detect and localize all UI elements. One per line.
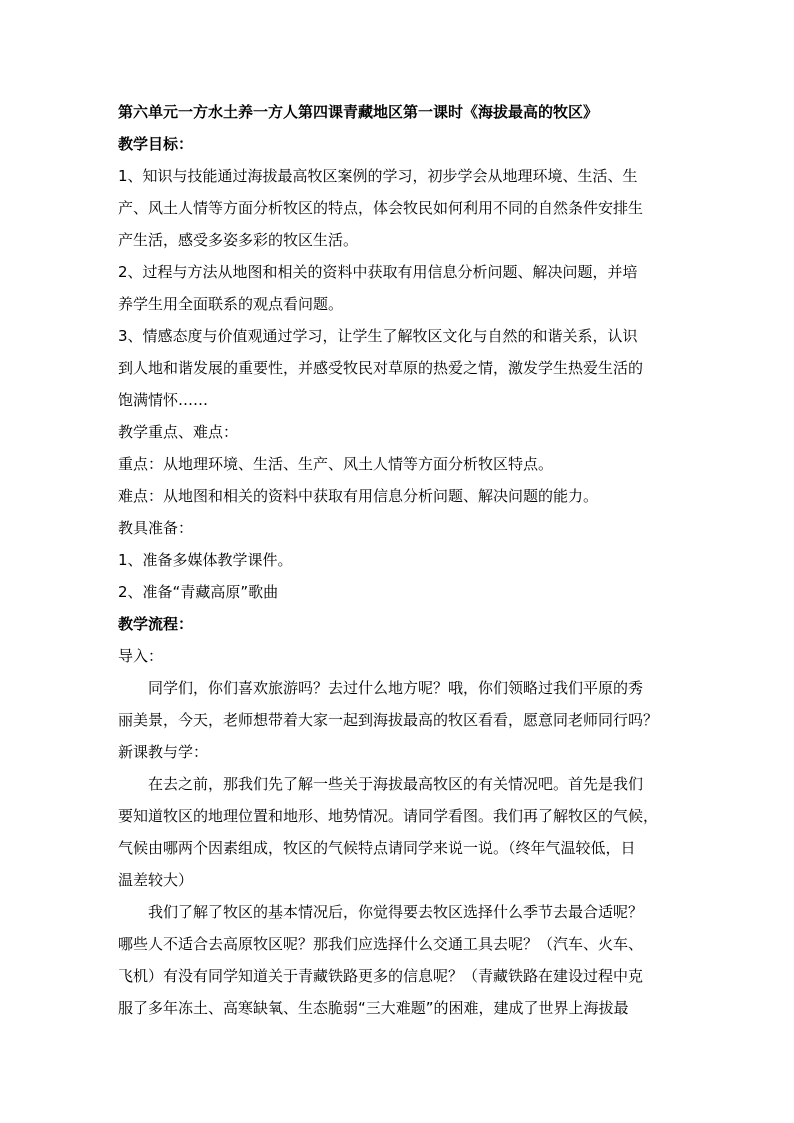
lesson-paragraph-2-line: 服了多年冻土、高寒缺氧、生态脆弱“三大难题”的困难，建成了世界上海拔最 bbox=[118, 999, 629, 1017]
document-title: 第六单元一方水土养一方人第四课青藏地区第一课时《海拔最高的牧区》 bbox=[118, 103, 599, 121]
lesson-paragraph-1-line: 气候由哪两个因素组成，牧区的气候特点请同学来说一说。（终年气温较低，日 bbox=[118, 839, 636, 857]
new-lesson-heading: 新课教与学： bbox=[118, 743, 209, 761]
objective-3-line: 3、情感态度与价值观通过学习，让学生了解牧区文化与自然的和谐关系，认识 bbox=[118, 327, 638, 345]
lesson-paragraph-2-line: 我们了解了牧区的基本情况后，你觉得要去牧区选择什么季节去最合适呢？ bbox=[148, 903, 644, 921]
objective-1-line: 产、风土人情等方面分析牧区的特点，体会牧民如何利用不同的自然条件安排生 bbox=[118, 199, 644, 217]
objective-1-line: 产生活，感受多姿多彩的牧区生活。 bbox=[118, 231, 359, 249]
materials-heading: 教具准备： bbox=[118, 519, 194, 537]
process-heading: 教学流程： bbox=[118, 615, 194, 633]
document-page bbox=[118, 96, 676, 1024]
lesson-paragraph-2-line: 飞机）有没有同学知道关于青藏铁路更多的信息呢？（青藏铁路在建设过程中克 bbox=[118, 967, 644, 985]
lesson-paragraph-2-line: 哪些人不适合去高原牧区呢？那我们应选择什么交通工具去呢？（汽车、火车、 bbox=[118, 935, 644, 953]
lesson-paragraph-1-line: 在去之前，那我们先了解一些关于海拔最高牧区的有关情况吧。首先是我们 bbox=[148, 775, 644, 793]
material-item: 2、准备“青藏高原”歌曲 bbox=[118, 583, 279, 601]
intro-paragraph-line: 丽美景，今天，老师想带着大家一起到海拔最高的牧区看看，愿意同老师同行吗？ bbox=[118, 711, 659, 729]
objective-2-line: 2、过程与方法从地图和相关的资料中获取有用信息分析问题、解决问题，并培 bbox=[118, 263, 638, 281]
key-point: 重点：从地理环境、生活、生产、风土人情等方面分析牧区特点。 bbox=[118, 455, 554, 473]
lesson-paragraph-1-line: 温差较大） bbox=[118, 871, 194, 889]
intro-paragraph-line: 同学们，你们喜欢旅游吗？去过什么地方呢？哦，你们领略过我们平原的秀 bbox=[148, 679, 644, 697]
material-item: 1、准备多媒体教学课件。 bbox=[118, 551, 293, 569]
key-points-heading: 教学重点、难点： bbox=[118, 423, 239, 441]
lesson-paragraph-1-line: 要知道牧区的地理位置和地形、地势情况。请同学看图。我们再了解牧区的气候， bbox=[118, 807, 659, 825]
objective-3-line: 饱满情怀…… bbox=[118, 391, 209, 409]
intro-heading: 导入： bbox=[118, 647, 164, 665]
objective-1-line: 1、知识与技能通过海拔最高牧区案例的学习，初步学会从地理环境、生活、生 bbox=[118, 167, 638, 185]
difficult-point: 难点：从地图和相关的资料中获取有用信息分析问题、解决问题的能力。 bbox=[118, 487, 599, 505]
objective-2-line: 养学生用全面联系的观点看问题。 bbox=[118, 295, 344, 313]
objective-3-line: 到人地和谐发展的重要性，并感受牧民对草原的热爱之情，激发学生热爱生活的 bbox=[118, 359, 644, 377]
objectives-heading: 教学目标： bbox=[118, 135, 194, 153]
